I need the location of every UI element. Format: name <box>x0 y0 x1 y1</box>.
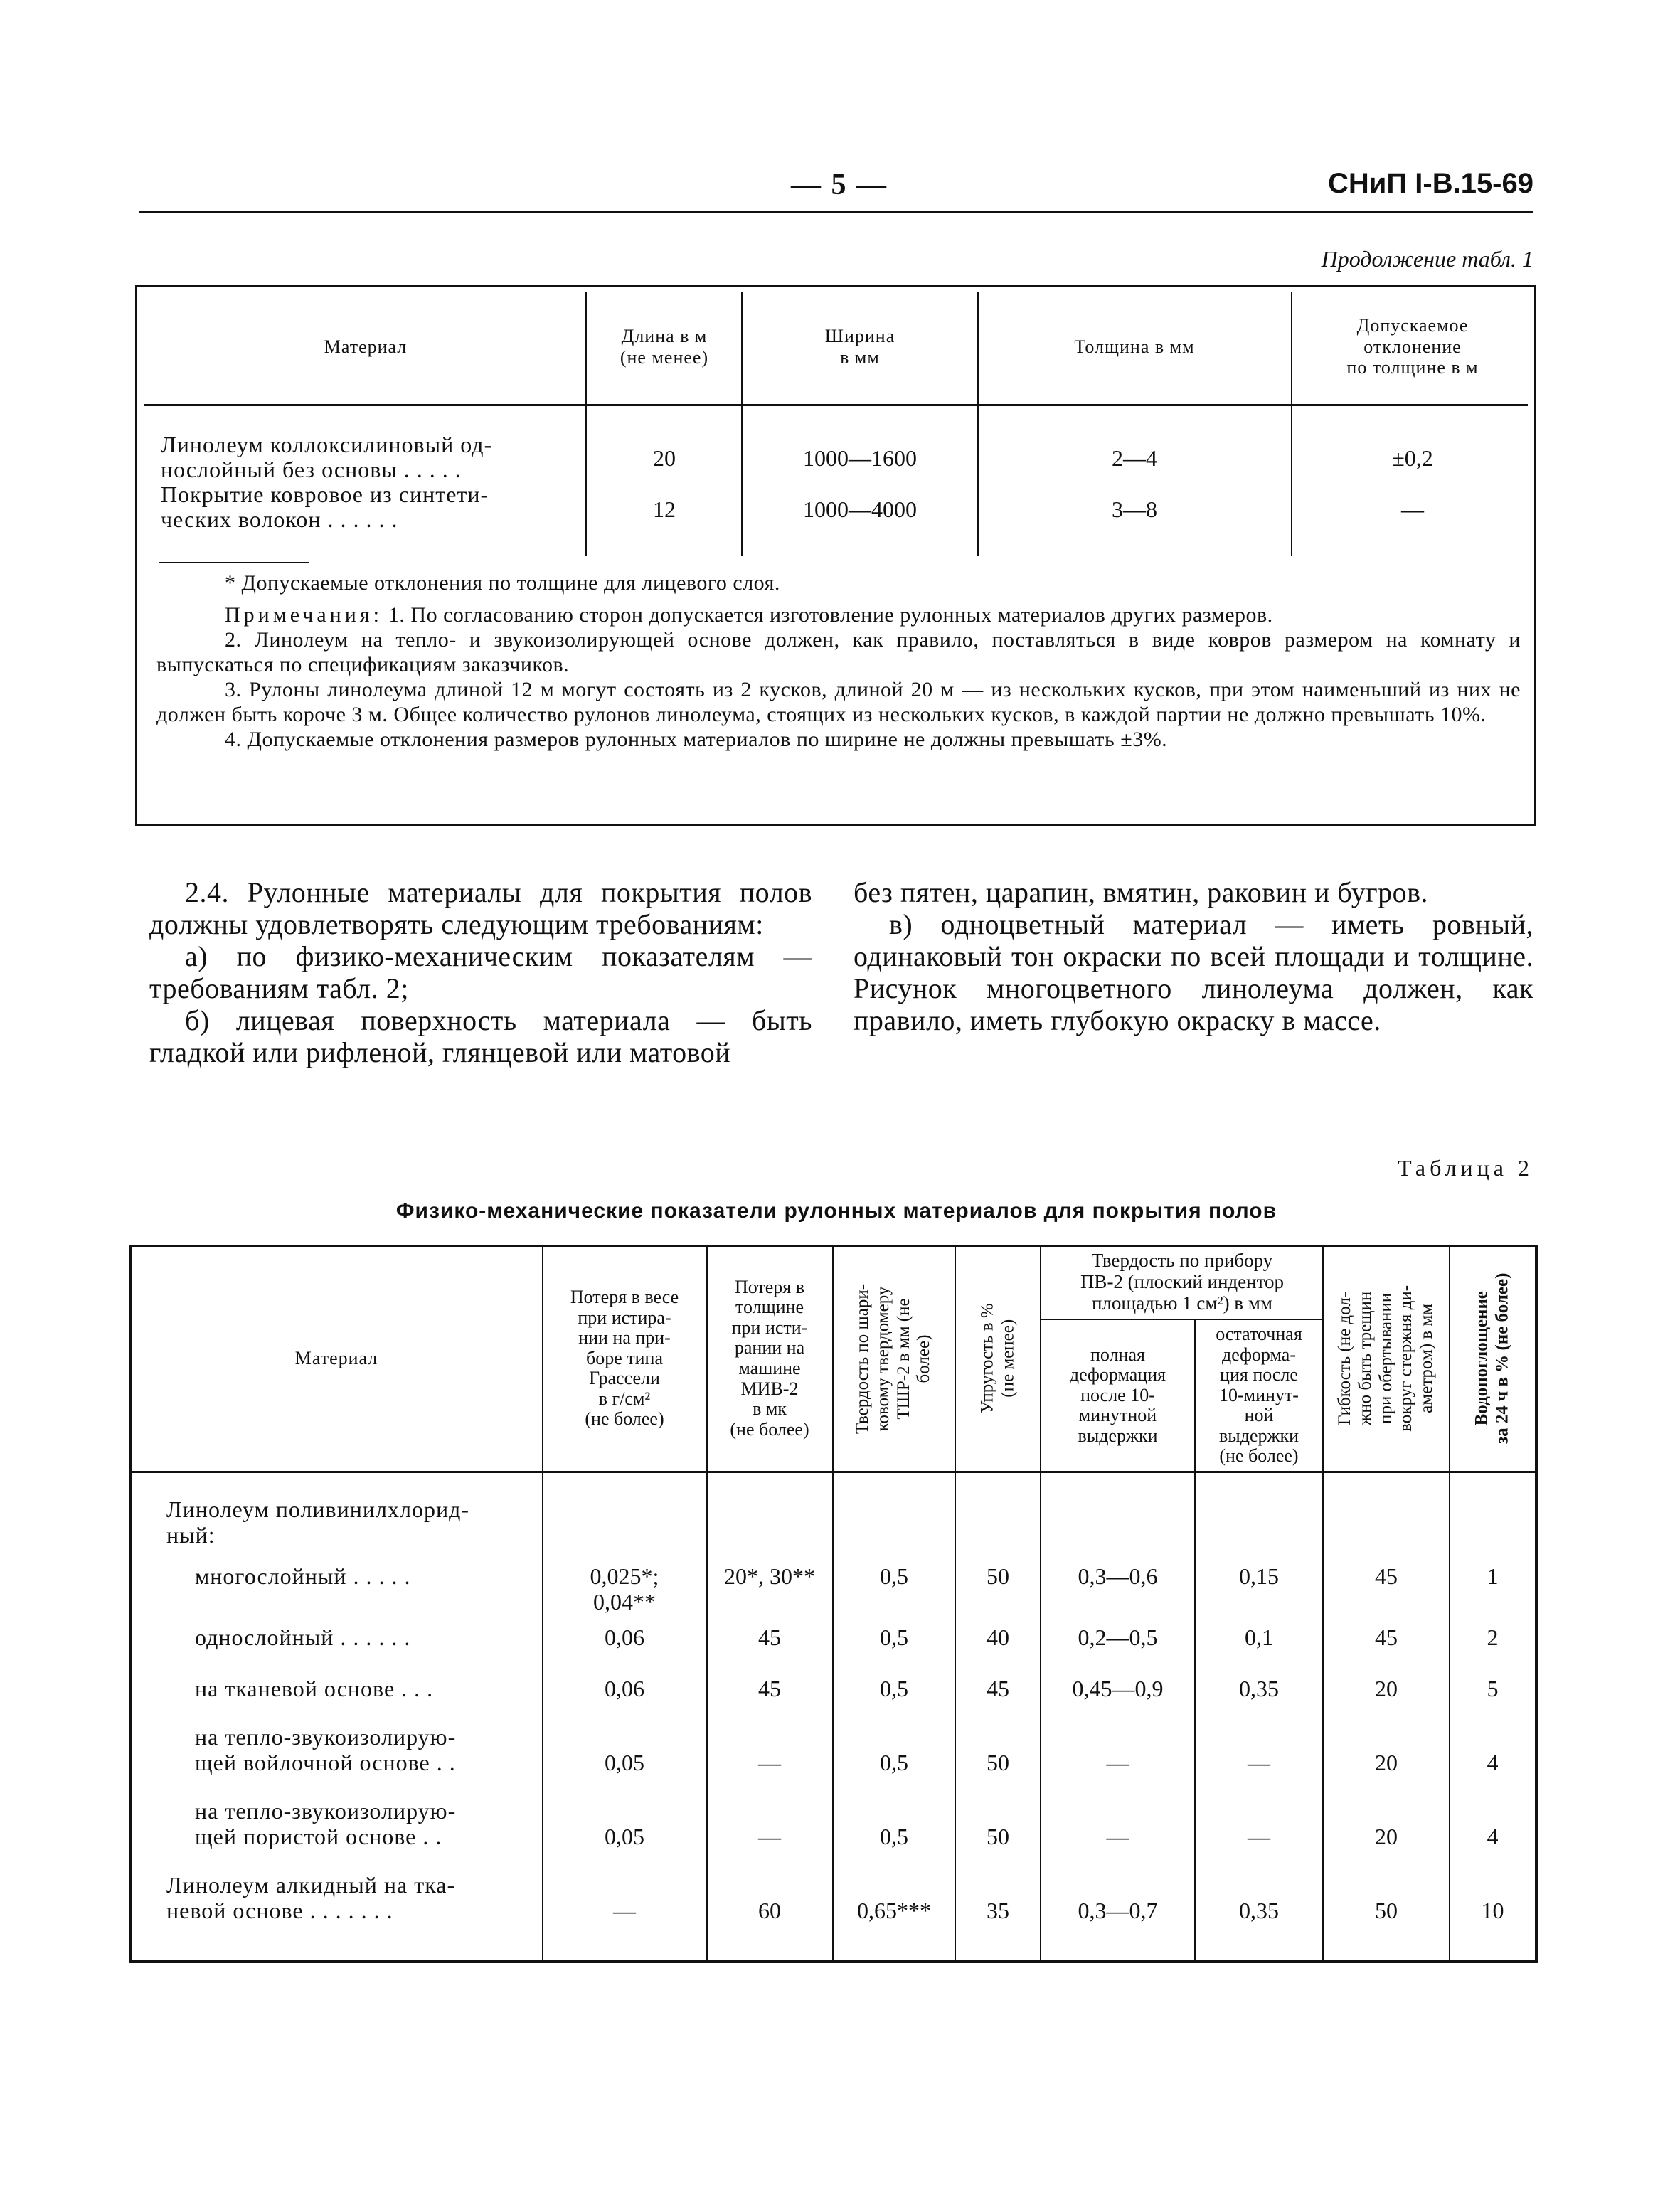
table-cell-wear-weight: 0,06 <box>605 1676 644 1701</box>
table-row-material: на тепло-звукоизолирую- щей войлочной основе . . <box>195 1724 457 1775</box>
table-cell-elasticity: 50 <box>987 1750 1009 1775</box>
column-divider <box>1040 1245 1041 1962</box>
table-1 <box>135 285 1536 826</box>
header-pv2-group: Твердость по прибору ПВ-2 (плоский индентор площадью 1 см²) в мм <box>1080 1250 1285 1314</box>
column-divider <box>542 1245 543 1962</box>
body-column-left <box>149 876 812 1068</box>
table-cell-wear-thickness: 20*, 30** <box>724 1563 815 1589</box>
table-cell-pv2-residual: — <box>1248 1824 1270 1849</box>
paragraph: а) по физико-механическим показателям — требованиям табл. 2; <box>149 940 812 1004</box>
table-top-border <box>135 285 1536 287</box>
header-elasticity <box>957 1248 1038 1469</box>
table-cell-wear-thickness: 60 <box>758 1898 781 1923</box>
table-cell-ball-hardness: 0,5 <box>880 1676 908 1701</box>
table-cell-pv2-residual: 0,1 <box>1245 1625 1273 1650</box>
table-cell-ball-hardness: 0,65*** <box>857 1898 931 1923</box>
table-2-caption: Таблица 2 <box>1398 1155 1533 1181</box>
table-cell-flexibility: 20 <box>1375 1750 1398 1775</box>
table-cell-water: 1 <box>1487 1563 1499 1589</box>
page-number: — 5 — <box>791 169 888 201</box>
table-cell-pv2-residual: — <box>1248 1750 1270 1775</box>
table-cell-water: 2 <box>1487 1625 1499 1650</box>
table-cell-water: 5 <box>1487 1676 1499 1701</box>
table-cell-length: 12 <box>653 496 676 522</box>
column-divider <box>1194 1320 1196 1962</box>
table-row-material: на тканевой основе . . . <box>195 1676 434 1701</box>
header-deviation: Допускаемое отклонение по толщине в м <box>1346 314 1479 378</box>
column-divider <box>1449 1245 1450 1962</box>
table-cell-width: 1000—1600 <box>803 445 917 471</box>
table-cell-elasticity: 35 <box>987 1898 1009 1923</box>
table-row-material: Линолеум алкидный на тка- невой основе . . . . . . . <box>166 1872 456 1923</box>
header-elasticity-text: Упругость в % (не менее) <box>977 1303 1018 1414</box>
table-row-material: Покрытие ковровое из синтети- ческих волокон . . . . . . <box>161 482 489 532</box>
table-cell-flexibility: 45 <box>1375 1625 1398 1650</box>
column-divider <box>741 292 743 556</box>
table-cell-pv2-full: — <box>1106 1824 1129 1849</box>
table-top-border <box>129 1245 1538 1247</box>
footnote-rule <box>159 562 309 563</box>
table-cell-ball-hardness: 0,5 <box>880 1824 908 1849</box>
table-cell-ball-hardness: 0,5 <box>880 1750 908 1775</box>
table-cell-pv2-residual: 0,35 <box>1239 1898 1279 1923</box>
header-rule <box>139 211 1533 213</box>
header-ball-hardness <box>835 1248 953 1469</box>
table-row-material: Линолеум коллоксилиновый од- нослойный без основы . . . . . <box>161 432 493 482</box>
table-header-border <box>144 404 1528 406</box>
table-cell-pv2-full: 0,3—0,7 <box>1078 1898 1158 1923</box>
table-cell-wear-weight: 0,05 <box>605 1824 644 1849</box>
table-left-border <box>135 285 137 826</box>
table-cell-wear-thickness: 45 <box>758 1625 781 1650</box>
group-header-divider <box>1041 1319 1322 1320</box>
table-continuation-caption: Продолжение табл. 1 <box>1321 246 1533 272</box>
column-divider <box>832 1245 834 1962</box>
table-cell-ball-hardness: 0,5 <box>880 1625 908 1650</box>
table-cell-deviation: — <box>1401 496 1424 522</box>
column-divider <box>1291 292 1292 556</box>
table-right-border <box>1535 1245 1538 1963</box>
header-material: Материал <box>294 1347 378 1368</box>
table-footnote: * Допускаемые отклонения по толщине для лицевого слоя. <box>225 571 780 595</box>
table-cell-pv2-full: 0,3—0,6 <box>1078 1563 1158 1589</box>
table-cell-pv2-residual: 0,15 <box>1239 1563 1279 1589</box>
table-2 <box>129 1245 1538 1963</box>
table-cell-flexibility: 45 <box>1375 1563 1398 1589</box>
table-cell-water: 4 <box>1487 1750 1499 1775</box>
note-item: 4. Допускаемые отклонения размеров рулонных материалов по ширине не должны превышать ±3%. <box>225 728 1168 751</box>
header-wear-thickness: Потеря в толщине при исти- рании на машине МИВ-2 в мк (не более) <box>730 1276 809 1440</box>
table-cell-water: 10 <box>1481 1898 1504 1923</box>
table-cell-wear-weight: 0,05 <box>605 1750 644 1775</box>
header-flexibility-text: Гибкость (не дол- жно быть трещин при обертывании вокруг стержня ди- аметром) в мм <box>1335 1285 1437 1432</box>
paragraph: без пятен, царапин, вмятин, раковин и бугров. <box>854 876 1429 908</box>
table-row-material: однослойный . . . . . . <box>195 1625 411 1650</box>
table-cell-wear-thickness: — <box>758 1824 781 1849</box>
table-header-border <box>129 1471 1538 1473</box>
table-cell-wear-weight: — <box>613 1898 636 1923</box>
table-notes <box>156 570 1521 752</box>
paragraph: 2.4. Рулонные материалы для покрытия полов должны удовлетворять следующим требованиям: <box>149 876 812 940</box>
table-cell-water: 4 <box>1487 1824 1499 1849</box>
header-length: Длина в м (не менее) <box>620 325 709 368</box>
note-item: 2. Линолеум на тепло- и звукоизолирующей основе должен, как правило, поставляться в виде ковров размером на комнату и выпускаться по спецификациям заказчиков. <box>156 628 1521 676</box>
table-cell-flexibility: 20 <box>1375 1824 1398 1849</box>
document-id: СНиП I-В.15-69 <box>1328 168 1533 199</box>
notes-label: Примечания: <box>225 603 383 627</box>
table-2-title: Физико-механические показатели рулонных материалов для покрытия полов <box>395 1199 1277 1223</box>
table-cell-thickness: 3—8 <box>1112 496 1157 522</box>
column-divider <box>977 292 979 556</box>
table-right-border <box>1534 285 1536 826</box>
note-item: 3. Рулоны линолеума длиной 12 м могут состоять из 2 кусков, длиной 20 м — из нескольких кусков, при этом наименьший из них не должен быть короче 3 м. Общее количество рулонов линолеума, стоящих из нескольких кусков, в каждой партии не должно превышать 10%. <box>156 678 1521 726</box>
paragraph: в) одноцветный материал — иметь ровный, одинаковый тон окраски по всей площади и толщине. Рисунок многоцветного линолеума должен, как правило, иметь глубокую окраску в массе. <box>854 908 1533 1036</box>
table-cell-wear-thickness: — <box>758 1750 781 1775</box>
header-wear-weight: Потеря в весе при истира- нии на при- боре типа Грассели в г/см² (не более) <box>570 1286 679 1430</box>
table-bottom-border <box>135 824 1536 826</box>
table-cell-pv2-full: 0,2—0,5 <box>1078 1625 1158 1650</box>
table-cell-length: 20 <box>653 445 676 471</box>
paragraph: б) лицевая поверхность материала — быть гладкой или рифленой, глянцевой или матовой <box>149 1004 812 1068</box>
table-cell-deviation: ±0,2 <box>1392 445 1433 471</box>
header-ball-hardness-text: Твердость по шари- ковому твердомеру ТШР-2 в мм (не более) <box>853 1283 934 1434</box>
table-cell-wear-weight: 0,06 <box>605 1625 644 1650</box>
table-cell-wear-weight: 0,025*; 0,04** <box>590 1563 659 1615</box>
table-cell-elasticity: 45 <box>987 1676 1009 1701</box>
column-divider <box>1322 1245 1324 1962</box>
column-divider <box>585 292 587 556</box>
header-water-text: Водопоглощение за 24 ч в % (не более) <box>1472 1272 1512 1445</box>
header-water <box>1452 1248 1533 1469</box>
header-pv2-residual: остаточная деформа- ция после 10-минут- ной выдержки (не более) <box>1216 1323 1302 1467</box>
table-cell-width: 1000—4000 <box>803 496 917 522</box>
table-cell-thickness: 2—4 <box>1112 445 1157 471</box>
note-item: 1. По согласованию сторон допускается изготовление рулонных материалов других размеров. <box>388 603 1273 627</box>
table-cell-elasticity: 50 <box>987 1563 1009 1589</box>
body-column-right <box>854 876 1533 1036</box>
table-left-border <box>129 1245 132 1963</box>
table-cell-ball-hardness: 0,5 <box>880 1563 908 1589</box>
header-material: Материал <box>324 336 408 357</box>
header-pv2-full: полная деформация после 10- минутной выдержки <box>1069 1344 1166 1446</box>
table-cell-elasticity: 50 <box>987 1824 1009 1849</box>
table-group-label: Линолеум поливинилхлорид- ный: <box>166 1496 470 1548</box>
header-flexibility <box>1325 1248 1447 1469</box>
header-thickness: Толщина в мм <box>1074 336 1195 357</box>
table-row-material: многослойный . . . . . <box>195 1563 411 1589</box>
table-cell-flexibility: 50 <box>1375 1898 1398 1923</box>
column-divider <box>706 1245 708 1962</box>
table-cell-pv2-full: 0,45—0,9 <box>1072 1676 1164 1701</box>
column-divider <box>955 1245 956 1962</box>
table-bottom-border <box>129 1960 1538 1963</box>
table-cell-flexibility: 20 <box>1375 1676 1398 1701</box>
header-width: Ширина в мм <box>824 325 895 368</box>
table-row-material: на тепло-звукоизолирую- щей пористой основе . . <box>195 1798 457 1849</box>
table-cell-wear-thickness: 45 <box>758 1676 781 1701</box>
table-cell-elasticity: 40 <box>987 1625 1009 1650</box>
table-cell-pv2-full: — <box>1106 1750 1129 1775</box>
table-cell-pv2-residual: 0,35 <box>1239 1676 1279 1701</box>
